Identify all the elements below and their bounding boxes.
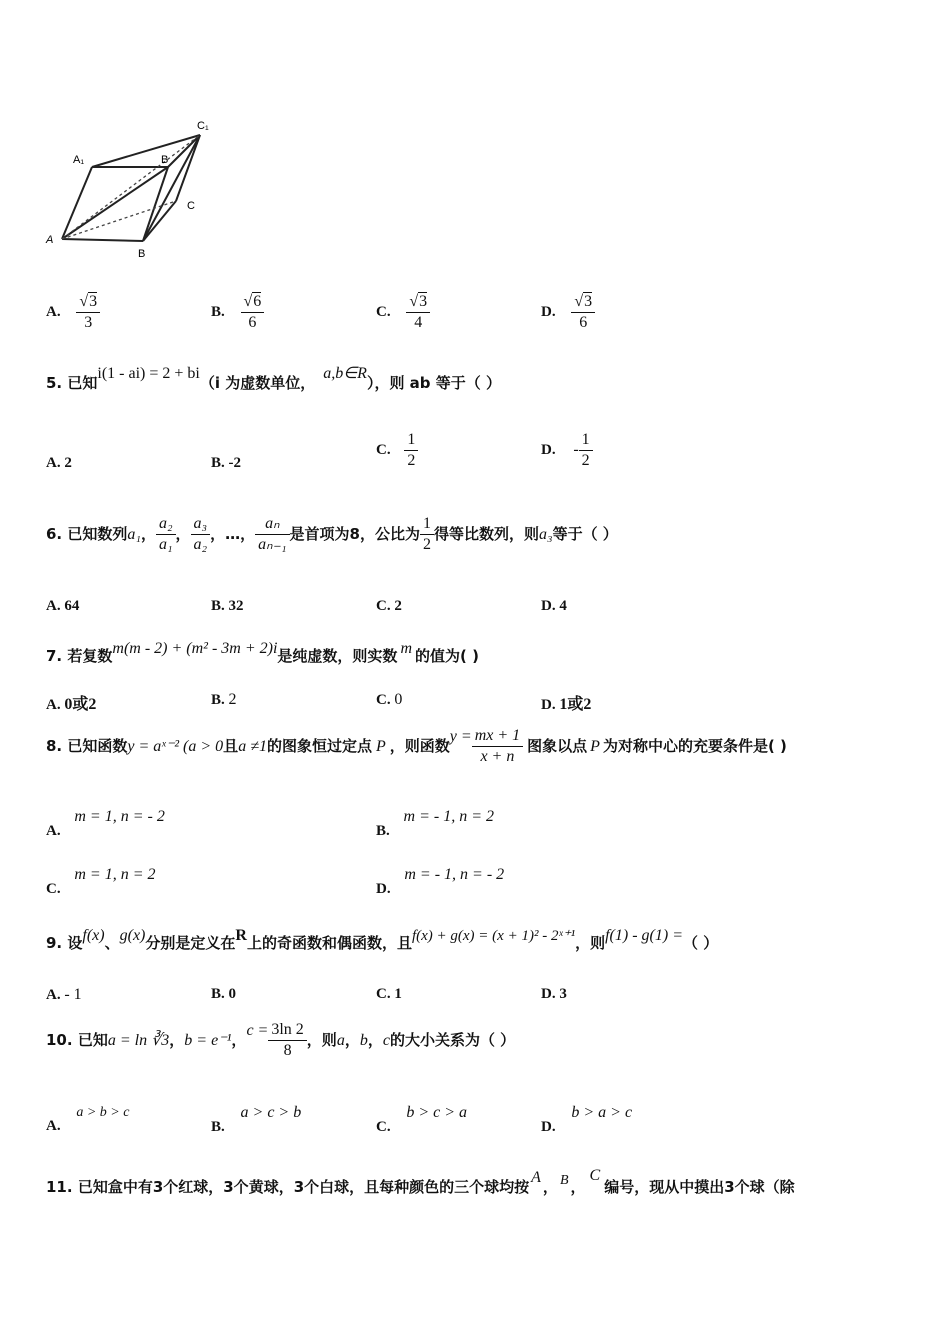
label-c1: C₁	[197, 120, 209, 132]
q5-option-d[interactable]: D. - $\frac{1}{2}$	[541, 430, 593, 471]
edge-ac-hidden	[62, 201, 176, 239]
q9-option-a[interactable]: A. - 1	[46, 986, 82, 1003]
edge-cc1	[176, 135, 200, 201]
q5-stem: 5. 已知i(1 - ai) = 2 + bi（i 为虚数单位，a,b∈R），则 ab 等于（ ）	[46, 365, 501, 392]
q8-option-b[interactable]: B. m = - 1, n = 2	[376, 808, 494, 839]
q10-stem: 10. 已知a = ln ∛3，b = e⁻¹，c = $\frac{3\ln 2}{8}$ ，则a，b，c的大小关系为（ ）	[46, 1021, 516, 1059]
q4-d-fraction: $\frac{√3}{6}$	[571, 292, 595, 333]
q5-option-b[interactable]: B. -2	[211, 455, 242, 471]
q4-option-a[interactable]: A. $\frac{√3}{3}$	[46, 292, 100, 333]
q6-stem: 6. 已知数列a₁， $\frac{\text{a₂}}{\text{a₁}}$ ， $\frac{\text{a₃}}{\text{a₂}}$ ，…， $\frac{\text{aₙ}}{\text{aₙ₋₁}}$ 是首项为8，公比为 $\frac{1}{2}$ 得等比数列，则a₃等于（ ）	[46, 515, 618, 553]
q9-option-b[interactable]: B. 0	[211, 986, 237, 1002]
edge-bc1	[143, 135, 200, 241]
label-c: C	[187, 200, 195, 212]
q4-a-fraction: $\frac{√3}{3}$	[76, 292, 100, 333]
q4-option-d[interactable]: D. $\frac{√3}{6}$	[541, 292, 595, 333]
q6-option-c[interactable]: C. 2	[376, 598, 402, 614]
q8-stem: 8. 已知函数y = aˣ⁻² (a > 0且a ≠1的图象恒过定点 P ，则函数y = $\frac{mx + 1}{x + n}$ 图象以点 P 为对称中心的充要条件是( )	[46, 727, 787, 765]
q5-option-a[interactable]: A. 2	[46, 455, 72, 471]
edge-bb1	[143, 167, 168, 241]
q10-option-c[interactable]: C. b > c > a	[376, 1104, 468, 1135]
label-a1: A₁	[73, 154, 85, 166]
q6-option-a[interactable]: A. 64	[46, 598, 80, 614]
q5-option-c[interactable]: C. $\frac{1}{2}$	[376, 430, 418, 471]
q11-stem: 11. 已知盒中有3个红球，3个黄球，3个白球，且每种颜色的三个球均按A， B ，C编号，现从中摸出3个球（除	[46, 1167, 795, 1196]
label-b1: B	[161, 154, 169, 166]
q7-option-a[interactable]: A. 0或2	[46, 696, 97, 713]
q7-option-d[interactable]: D. 1或2	[541, 696, 592, 713]
q4-c-fraction: $\frac{√3}{4}$	[406, 292, 430, 333]
edge-ab	[62, 239, 143, 241]
q10-option-b[interactable]: B. a > c > b	[211, 1104, 302, 1135]
q9-option-c[interactable]: C. 1	[376, 986, 402, 1002]
q10-option-a[interactable]: A. a > b > c	[46, 1105, 130, 1134]
q7-option-b[interactable]: B. 2	[211, 691, 237, 708]
q4-option-c[interactable]: C. $\frac{√3}{4}$	[376, 292, 430, 333]
q9-option-d[interactable]: D. 3	[541, 986, 567, 1002]
q10-option-d[interactable]: D. b > a > c	[541, 1104, 633, 1135]
q7-stem: 7. 若复数m(m - 2) + (m² - 3m + 2)i是纯虚数，则实数 m 的值为( )	[46, 640, 479, 665]
q8-option-d[interactable]: D. m = - 1, n = - 2	[376, 866, 505, 897]
q4-option-b[interactable]: B. $\frac{√6}{6}$	[211, 292, 264, 333]
q8-option-c[interactable]: C. m = 1, n = 2	[46, 866, 156, 897]
q6-option-b[interactable]: B. 32	[211, 598, 244, 614]
label-b: B	[138, 248, 146, 260]
q4-b-fraction: $\frac{√6}{6}$	[241, 292, 265, 333]
label-a: A	[46, 234, 54, 246]
q9-stem: 9. 设f(x)、g(x)分别是定义在R上的奇函数和偶函数，且f(x) + g(x) = (x + 1)² - 2ˣ⁺¹，则f(1) - g(1) =（ ）	[46, 927, 719, 952]
q6-option-d[interactable]: D. 4	[541, 598, 567, 614]
q8-option-a[interactable]: A. m = 1, n = - 2	[46, 808, 165, 839]
q7-option-c[interactable]: C. 0	[376, 691, 403, 708]
prism-figure	[40, 115, 230, 265]
